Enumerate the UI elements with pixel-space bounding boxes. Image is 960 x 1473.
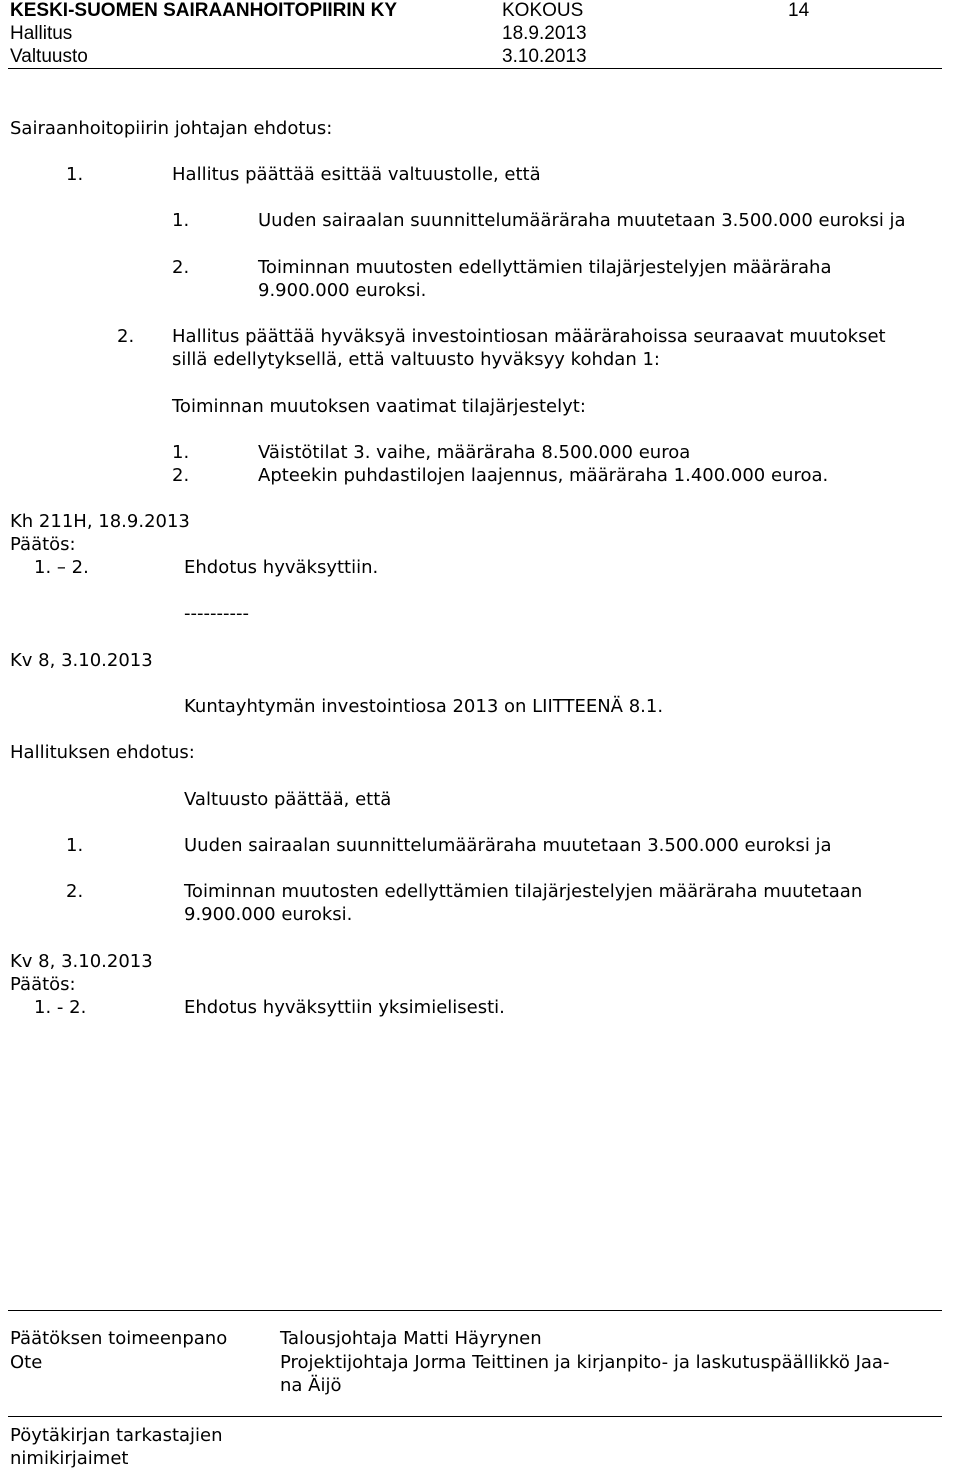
council-proposal-label: Hallituksen ehdotus: <box>10 742 195 763</box>
header-body-valtuusto: Valtuusto <box>10 46 88 67</box>
council-decision-label: Päätös: <box>10 974 76 995</box>
proposal-item-1-text: Hallitus päättää esittää valtuustolle, että <box>172 164 541 185</box>
council-decision-items: 1. - 2. <box>34 997 87 1018</box>
footer-divider <box>8 1310 942 1311</box>
excerpt-value-line-2: na Äijö <box>280 1375 342 1396</box>
separator-dashes: ---------- <box>184 603 249 624</box>
organization-name: KESKI-SUOMEN SAIRAANHOITOPIIRIN KY <box>10 0 398 21</box>
page-number: 14 <box>788 0 810 21</box>
proposal-item-2-sub-2-text: Apteekin puhdastilojen laajennus, määräraha 1.400.000 euroa. <box>258 465 829 486</box>
header-date-valtuusto: 3.10.2013 <box>502 46 587 67</box>
proposal-heading: Sairaanhoitopiirin johtajan ehdotus: <box>10 118 333 139</box>
board-decision-items: 1. – 2. <box>34 557 89 578</box>
council-ref: Kv 8, 3.10.2013 <box>10 650 153 671</box>
footer-divider-2 <box>8 1416 942 1417</box>
council-item-1-text: Uuden sairaalan suunnittelumääräraha muutetaan 3.500.000 euroksi ja <box>184 835 832 856</box>
proposal-item-1-sub-2-continuation: 9.900.000 euroksi. <box>258 280 427 301</box>
proposal-item-2-sub-1-text: Väistötilat 3. vaihe, määräraha 8.500.000 euroa <box>258 442 691 463</box>
meeting-type: KOKOUS <box>502 0 584 21</box>
proposal-item-1-sub-2-text: Toiminnan muutosten edellyttämien tilajärjestelyjen määräraha <box>258 257 832 278</box>
attachment-note: Kuntayhtymän investointiosa 2013 on LIITTEENÄ 8.1. <box>184 696 664 717</box>
checkers-label-line-1: Pöytäkirjan tarkastajien <box>10 1425 223 1446</box>
proposal-item-2-line-2: sillä edellytyksellä, että valtuusto hyväksyy kohdan 1: <box>172 349 660 370</box>
council-item-1-number: 1. <box>66 835 84 856</box>
council-intro: Valtuusto päättää, että <box>184 789 392 810</box>
header-body-hallitus: Hallitus <box>10 23 73 44</box>
implementation-label: Päätöksen toimeenpano <box>10 1328 228 1349</box>
board-decision-label: Päätös: <box>10 534 76 555</box>
proposal-item-1-sub-1-text: Uuden sairaalan suunnittelumääräraha muutetaan 3.500.000 euroksi ja <box>258 210 906 231</box>
proposal-item-2-line-1: Hallitus päättää hyväksyä investointiosan määrärahoissa seuraavat muutokset <box>172 326 886 347</box>
proposal-item-2-sub-1-number: 1. <box>172 442 190 463</box>
council-item-2-text: Toiminnan muutosten edellyttämien tilajärjestelyjen määräraha muutetaan <box>184 881 863 902</box>
header-divider <box>8 68 942 69</box>
council-item-2-continuation: 9.900.000 euroksi. <box>184 904 353 925</box>
council-decision-text: Ehdotus hyväksyttiin yksimielisesti. <box>184 997 505 1018</box>
board-decision-ref: Kh 211H, 18.9.2013 <box>10 511 190 532</box>
council-decision-ref: Kv 8, 3.10.2013 <box>10 951 153 972</box>
proposal-item-2-sub-2-number: 2. <box>172 465 190 486</box>
proposal-item-1-number: 1. <box>66 164 84 185</box>
header-date-hallitus: 18.9.2013 <box>502 23 587 44</box>
excerpt-value-line-1: Projektijohtaja Jorma Teittinen ja kirjanpito- ja laskutuspäällikkö Jaa- <box>280 1352 890 1373</box>
proposal-item-2-number: 2. <box>117 326 135 347</box>
excerpt-label: Ote <box>10 1352 43 1373</box>
proposal-item-1-sub-2-number: 2. <box>172 257 190 278</box>
implementation-value: Talousjohtaja Matti Häyrynen <box>280 1328 542 1349</box>
board-decision-text: Ehdotus hyväksyttiin. <box>184 557 379 578</box>
council-item-2-number: 2. <box>66 881 84 902</box>
proposal-item-1-sub-1-number: 1. <box>172 210 190 231</box>
proposal-item-2-subheading: Toiminnan muutoksen vaatimat tilajärjestelyt: <box>172 396 586 417</box>
checkers-label-line-2: nimikirjaimet <box>10 1448 129 1469</box>
